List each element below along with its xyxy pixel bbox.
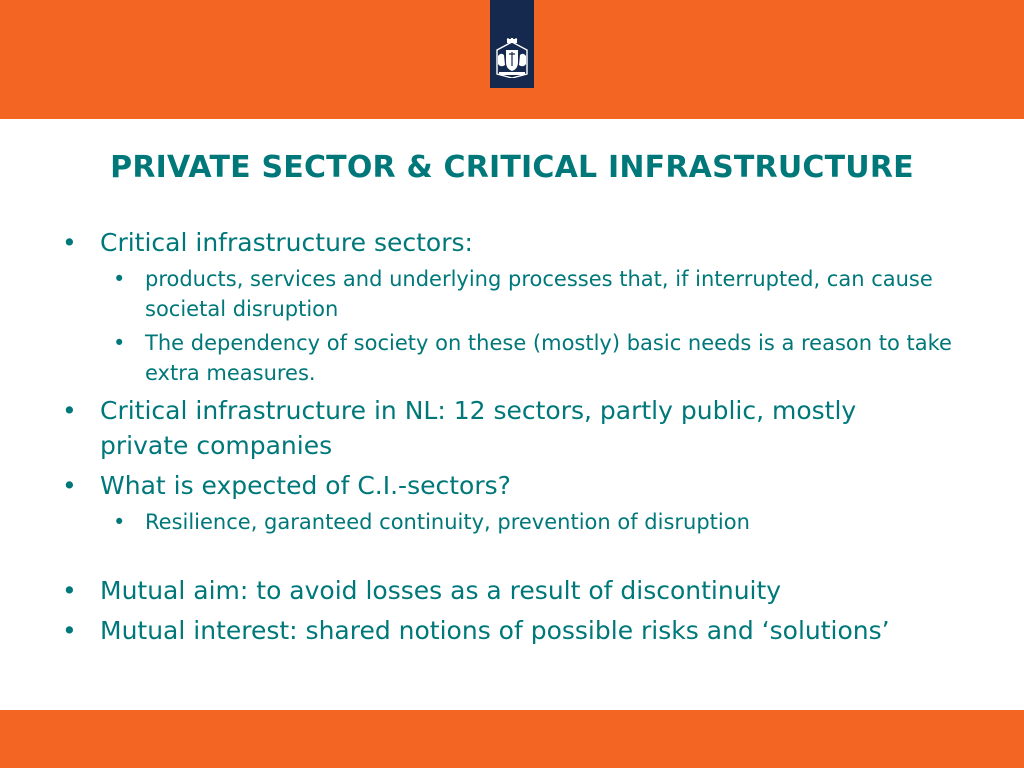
list-item-text: Mutual interest: shared notions of possible risks and ‘solutions’ xyxy=(100,616,890,645)
bullet-icon: • xyxy=(113,267,126,291)
bullet-icon: • xyxy=(62,576,77,605)
list-item xyxy=(0,613,1024,648)
bullet-list xyxy=(0,220,1024,648)
coat-of-arms-icon xyxy=(492,38,532,78)
list-item xyxy=(0,225,1024,260)
sub-list-item xyxy=(0,507,1024,537)
list-item-text: Critical infrastructure in NL: 12 sectors, partly public, mostly private companies xyxy=(100,396,857,460)
list-item xyxy=(0,393,1024,463)
list-item-text: The dependency of society on these (mostly) basic needs is a reason to take extra measures. xyxy=(145,331,952,385)
list-item-text: Critical infrastructure sectors: xyxy=(100,228,473,257)
bullet-icon: • xyxy=(62,471,77,500)
list-item-text: Mutual aim: to avoid losses as a result of discontinuity xyxy=(100,576,782,605)
footer-band xyxy=(0,710,1024,768)
sub-list-item xyxy=(0,264,1024,324)
bullet-icon: • xyxy=(62,616,77,645)
spacer xyxy=(0,537,1024,568)
bullet-icon: • xyxy=(113,331,126,355)
sub-list-item xyxy=(0,328,1024,388)
bullet-icon: • xyxy=(113,510,126,534)
list-item-text: What is expected of C.I.-sectors? xyxy=(100,471,511,500)
bullet-icon: • xyxy=(62,396,77,425)
bullet-icon: • xyxy=(62,228,77,257)
list-item-text: products, services and underlying processes that, if interrupted, can cause societal disruption xyxy=(145,267,933,321)
list-item-text: Resilience, garanteed continuity, prevention of disruption xyxy=(145,510,750,534)
list-item xyxy=(0,573,1024,608)
slide-title: PRIVATE SECTOR & CRITICAL INFRASTRUCTURE xyxy=(110,150,914,185)
list-item xyxy=(0,468,1024,503)
logo xyxy=(490,0,534,88)
